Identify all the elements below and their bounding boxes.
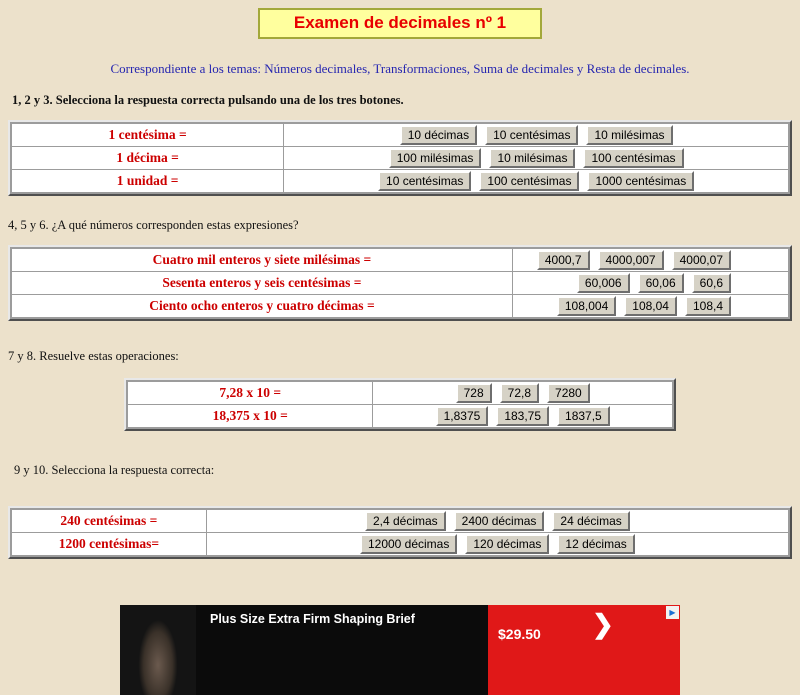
- answer-button[interactable]: 10 centésimas: [378, 171, 471, 191]
- answer-options: [207, 510, 788, 532]
- question-label: Ciento ocho enteros y cuatro décimas =: [12, 295, 512, 317]
- question-label: 1 centésima =: [12, 124, 283, 146]
- question-label: 1 unidad =: [12, 170, 283, 192]
- answer-button[interactable]: 120 décimas: [465, 534, 549, 554]
- question-label: 1 décima =: [12, 147, 283, 169]
- table-row: [12, 533, 788, 555]
- answer-button[interactable]: 100 centésimas: [479, 171, 579, 191]
- question-table-3: [124, 378, 676, 431]
- answer-button[interactable]: 100 milésimas: [389, 148, 482, 168]
- table-row: [12, 510, 788, 532]
- question-label: Cuatro mil enteros y siete milésimas =: [12, 249, 512, 271]
- question-table-4: [8, 506, 792, 559]
- answer-options: [284, 124, 788, 146]
- section-3-instruction: 7 y 8. Resuelve estas operaciones:: [8, 349, 179, 363]
- answer-button[interactable]: 10 milésimas: [586, 125, 672, 145]
- page-subtitle: Correspondiente a los temas: Números decimales, Transformaciones, Suma de decimales y Resta de decimales.: [110, 61, 690, 76]
- answer-button[interactable]: 2400 décimas: [454, 511, 545, 531]
- answer-button[interactable]: 12000 décimas: [360, 534, 457, 554]
- answer-button[interactable]: 108,004: [557, 296, 616, 316]
- ad-price: $29.50: [498, 626, 541, 642]
- ad-banner[interactable]: [120, 605, 680, 695]
- answer-button[interactable]: 7280: [547, 383, 590, 403]
- question-label: Sesenta enteros y seis centésimas =: [12, 272, 512, 294]
- answer-options: [207, 533, 788, 555]
- ad-product-image: [120, 605, 196, 695]
- answer-button[interactable]: 24 décimas: [552, 511, 629, 531]
- ad-headline: Plus Size Extra Firm Shaping Brief: [210, 612, 415, 626]
- answer-button[interactable]: 10 milésimas: [489, 148, 575, 168]
- section-2-instruction: 4, 5 y 6. ¿A qué números corresponden estas expresiones?: [8, 218, 299, 232]
- answer-button[interactable]: 60,006: [577, 273, 630, 293]
- answer-button[interactable]: 100 centésimas: [583, 148, 683, 168]
- adchoices-icon[interactable]: ▶: [666, 606, 679, 619]
- answer-button[interactable]: 1837,5: [557, 406, 610, 426]
- answer-button[interactable]: 10 décimas: [400, 125, 477, 145]
- answer-button[interactable]: 108,04: [624, 296, 677, 316]
- answer-button[interactable]: 60,6: [692, 273, 731, 293]
- section-4-instruction: 9 y 10. Selecciona la respuesta correcta:: [14, 463, 215, 477]
- chevron-right-icon: ❯: [592, 609, 614, 639]
- table-row: [12, 124, 788, 146]
- answer-options: [284, 147, 788, 169]
- table-row: [12, 272, 788, 294]
- table-row: [128, 382, 672, 404]
- question-label: 7,28 x 10 =: [128, 382, 372, 404]
- answer-button[interactable]: 1,8375: [436, 406, 489, 426]
- section-1-instruction: 1, 2 y 3. Selecciona la respuesta correcta pulsando una de los tres botones.: [12, 93, 404, 107]
- answer-button[interactable]: 4000,007: [598, 250, 664, 270]
- table-row: [128, 405, 672, 427]
- answer-options: [513, 272, 788, 294]
- question-label: 1200 centésimas=: [12, 533, 206, 555]
- table-row: [12, 147, 788, 169]
- answer-options: [373, 405, 672, 427]
- answer-options: [513, 249, 788, 271]
- question-label: 240 centésimas =: [12, 510, 206, 532]
- answer-button[interactable]: 2,4 décimas: [365, 511, 446, 531]
- answer-options: [373, 382, 672, 404]
- answer-button[interactable]: 728: [456, 383, 492, 403]
- question-table-1: [8, 120, 792, 196]
- answer-button[interactable]: 72,8: [500, 383, 539, 403]
- question-table-2: [8, 245, 792, 321]
- answer-button[interactable]: 60,06: [638, 273, 684, 293]
- table-row: [12, 295, 788, 317]
- table-row: [12, 249, 788, 271]
- question-label: 18,375 x 10 =: [128, 405, 372, 427]
- answer-button[interactable]: 4000,7: [537, 250, 590, 270]
- answer-options: [513, 295, 788, 317]
- answer-button[interactable]: 10 centésimas: [485, 125, 578, 145]
- answer-button[interactable]: 1000 centésimas: [587, 171, 694, 191]
- page-title: Examen de decimales nº 1: [258, 8, 542, 39]
- answer-button[interactable]: 4000,07: [672, 250, 731, 270]
- answer-button[interactable]: 12 décimas: [557, 534, 634, 554]
- answer-button[interactable]: 183,75: [496, 406, 549, 426]
- table-row: [12, 170, 788, 192]
- answer-options: [284, 170, 788, 192]
- answer-button[interactable]: 108,4: [685, 296, 731, 316]
- ad-chevron-button[interactable]: [488, 605, 680, 695]
